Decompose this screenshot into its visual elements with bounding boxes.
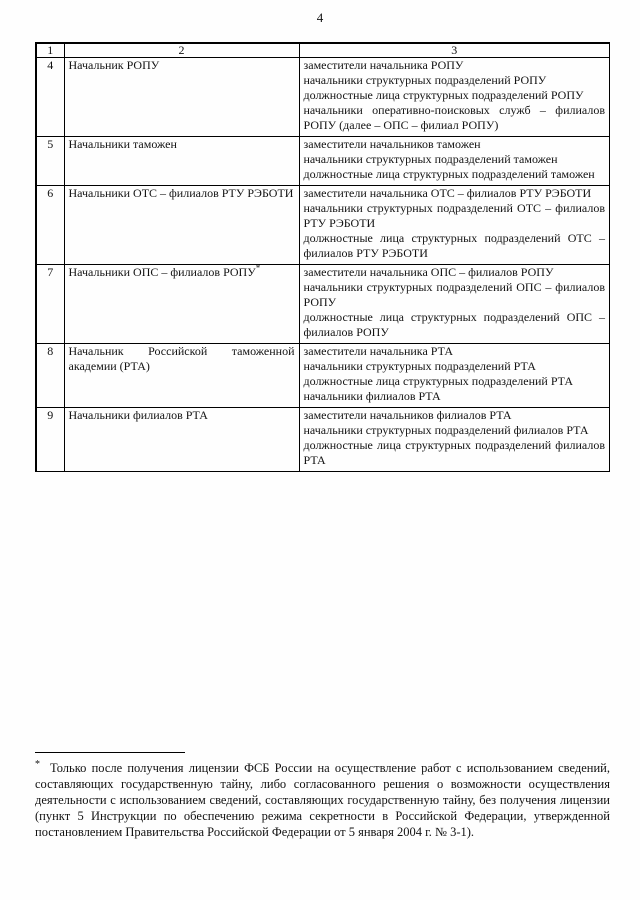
- row-number: 4: [36, 58, 64, 137]
- footnote-body: Только после получения лицензии ФСБ России на осуществление работ с использованием сведений, составляющих государственную тайну, либо согласованного решения о возможности осуществления деятельности с использованием сведений, составляющих государственную тайну, без получения лицензии (пункт 5 Инструкции по обеспечению режима секретности в Российской Федерации, утвержденной постановлением Правительства Российской Федерации от 5 января 2004 г. № 3-1).: [35, 761, 610, 840]
- header-col-3: 3: [299, 43, 610, 58]
- row-number: 9: [36, 408, 64, 472]
- subordinate-line: должностные лица структурных подразделений таможен: [303, 167, 595, 181]
- position-cell: Начальник РОПУ: [64, 58, 299, 137]
- table-body: [36, 43, 610, 472]
- header-col-1: 1: [36, 43, 64, 58]
- table-row: [36, 344, 610, 408]
- subordinate-line: начальники оперативно-поисковых служб – филиалов РОПУ (далее – ОПС – филиал РОПУ): [303, 103, 605, 132]
- position-cell: Начальники филиалов РТА: [64, 408, 299, 472]
- subordinate-line: начальники филиалов РТА: [303, 389, 441, 403]
- table-header-row: [36, 43, 610, 58]
- subordinates-cell: [299, 408, 610, 472]
- subordinates-cell: [299, 186, 610, 265]
- position-cell: Начальник Российской таможенной академии (РТА): [64, 344, 299, 408]
- table-row: [36, 137, 610, 186]
- subordinate-line: начальники структурных подразделений филиалов РТА: [303, 423, 589, 437]
- row-number: 5: [36, 137, 64, 186]
- subordinate-line: заместители начальника ОПС – филиалов РОПУ: [303, 265, 554, 279]
- subordinates-cell: [299, 265, 610, 344]
- table-row: [36, 265, 610, 344]
- subordinate-line: заместители начальника ОТС – филиалов РТУ РЭБОТИ: [303, 186, 592, 200]
- position-cell: Начальники ОТС – филиалов РТУ РЭБОТИ: [64, 186, 299, 265]
- subordinate-line: заместители начальника РТА: [303, 344, 453, 358]
- subordinate-line: начальники структурных подразделений ОПС – филиалов РОПУ: [303, 280, 605, 309]
- subordinate-line: заместители начальника РОПУ: [303, 58, 464, 72]
- position-cell: Начальники таможен: [64, 137, 299, 186]
- page-number: 4: [316, 10, 324, 25]
- subordinate-line: должностные лица структурных подразделений филиалов РТА: [303, 438, 605, 467]
- header-col-2: 2: [64, 43, 299, 58]
- positions-table: [35, 42, 610, 472]
- table-row: [36, 58, 610, 137]
- subordinate-line: начальники структурных подразделений таможен: [303, 152, 558, 166]
- footnote-separator: [35, 752, 185, 753]
- subordinate-line: начальники структурных подразделений РОПУ: [303, 73, 547, 87]
- position-cell: Начальники ОПС – филиалов РОПУ*: [64, 265, 299, 344]
- subordinate-line: заместители начальников таможен: [303, 137, 481, 151]
- row-number: 8: [36, 344, 64, 408]
- subordinate-line: должностные лица структурных подразделений РТА: [303, 374, 574, 388]
- subordinate-line: заместители начальников филиалов РТА: [303, 408, 512, 422]
- footnote-marker: *: [255, 263, 261, 273]
- row-number: 6: [36, 186, 64, 265]
- subordinates-cell: [299, 58, 610, 137]
- subordinate-line: должностные лица структурных подразделений ОПС – филиалов РОПУ: [303, 310, 605, 339]
- table-row: [36, 408, 610, 472]
- row-number: 7: [36, 265, 64, 344]
- subordinates-cell: [299, 137, 610, 186]
- subordinate-line: начальники структурных подразделений РТА: [303, 359, 536, 373]
- footnote-marker: *: [35, 759, 40, 770]
- subordinates-cell: [299, 344, 610, 408]
- footnote-text: [35, 757, 610, 840]
- subordinate-line: должностные лица структурных подразделений ОТС – филиалов РТУ РЭБОТИ: [303, 231, 605, 260]
- table-row: [36, 186, 610, 265]
- footnote: [35, 752, 610, 840]
- subordinate-line: начальники структурных подразделений ОТС – филиалов РТУ РЭБОТИ: [303, 201, 605, 230]
- subordinate-line: должностные лица структурных подразделений РОПУ: [303, 88, 584, 102]
